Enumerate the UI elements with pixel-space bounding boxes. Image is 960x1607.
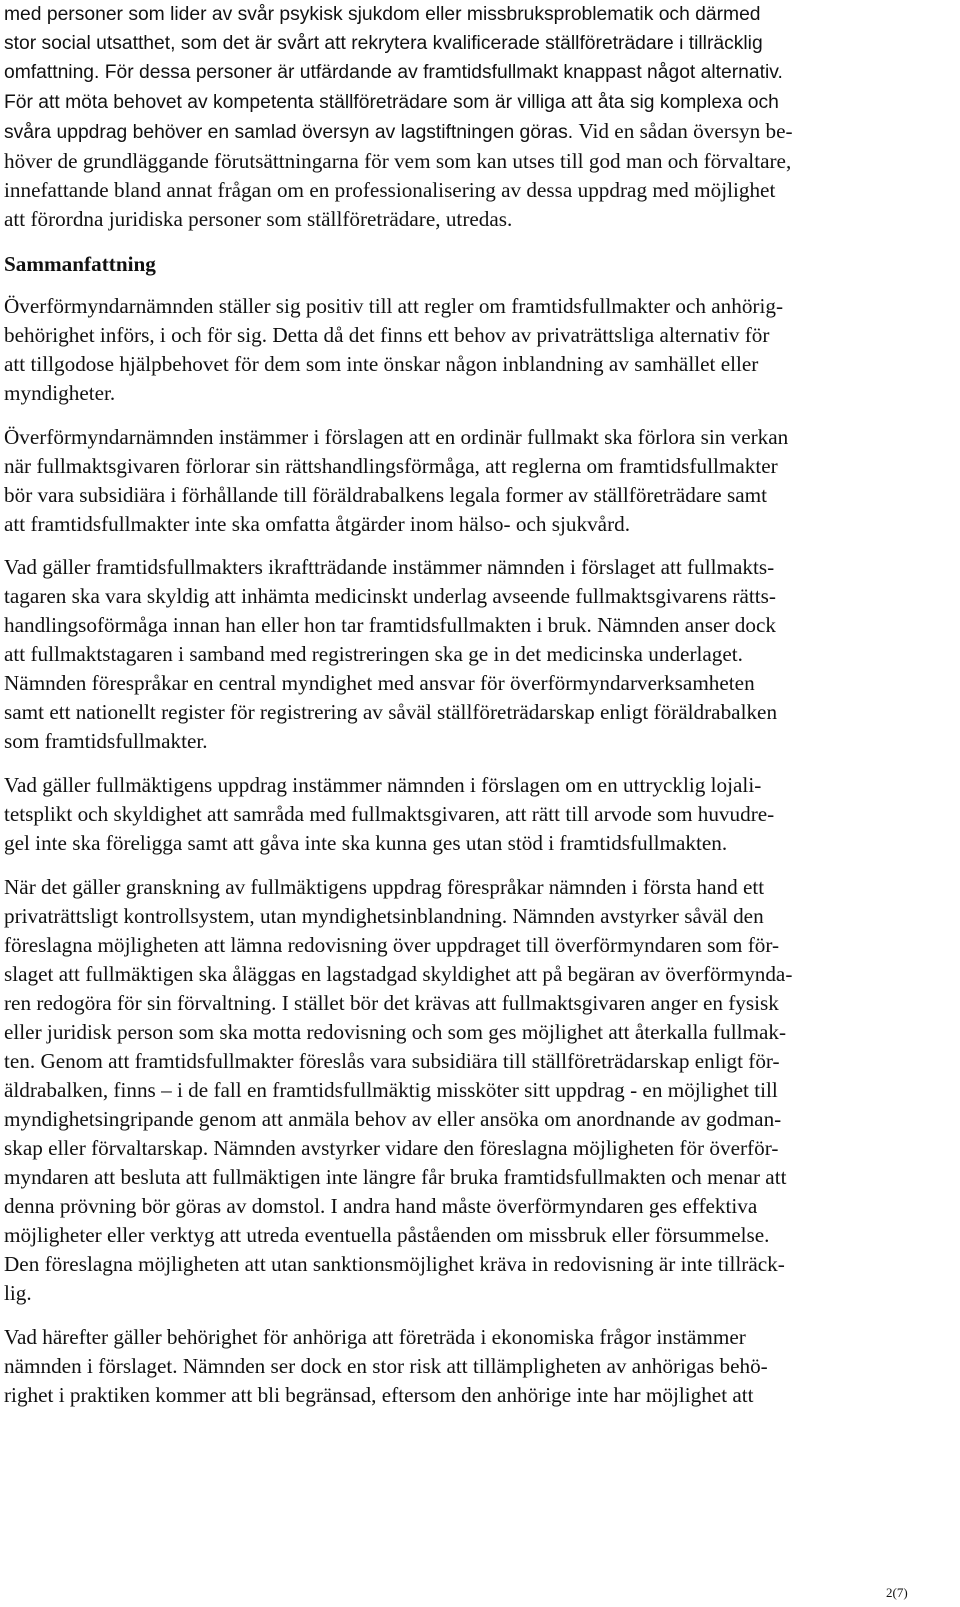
text-segment: omfattning. För dessa personer är utfärdande av framtidsfullmakt knappast något alternativ. — [4, 62, 783, 83]
text-line — [4, 771, 761, 800]
text-segment: slaget att fullmäktigen ska åläggas en lagstadgad skyldighet att på begäran av överförmynda- — [4, 962, 793, 986]
text-line — [4, 1163, 786, 1192]
text-line — [4, 176, 775, 205]
text-line — [4, 1047, 780, 1076]
text-segment: Vid en sådan översyn be- — [578, 119, 793, 143]
text-segment: behörighet införs, i och för sig. Detta då det finns ett behov av privaträttsliga alternativ för — [4, 323, 770, 347]
text-segment: att tillgodose hjälpbehovet för dem som inte önskar någon inblandning av samhället eller — [4, 352, 759, 376]
text-line — [4, 117, 793, 147]
text-segment: tagaren ska vara skyldig att inhämta medicinskt underlag avseende fullmaktsgivarens rätts- — [4, 584, 776, 608]
text-line — [4, 727, 208, 756]
text-segment: samt ett nationellt register för registrering av såväl ställföreträdarskap enligt föräldrabalken — [4, 700, 778, 724]
text-segment: gel inte ska föreligga samt att gåva inte ska kunna ges utan stöd i framtidsfullmakten. — [4, 831, 728, 855]
text-line — [4, 1105, 781, 1134]
text-segment: eller juridisk person som ska motta redovisning och som ges möjlighet att återkalla fullmak- — [4, 1020, 787, 1044]
text-segment: myndigheter. — [4, 381, 116, 405]
text-segment: att framtidsfullmakter inte ska omfatta åtgärder inom hälso- och sjukvård. — [4, 512, 631, 536]
text-segment: bör vara subsidiära i förhållande till föräldrabalkens legala former av ställföreträdare samt — [4, 483, 768, 507]
text-segment: ten. Genom att framtidsfullmakter föreslås vara subsidiära till ställföreträdarskap enligt för- — [4, 1049, 780, 1073]
text-segment: Vad härefter gäller behörighet för anhöriga att företräda i ekonomiska frågor instämmer — [4, 1325, 746, 1349]
text-line — [4, 611, 776, 640]
text-line — [4, 58, 783, 87]
text-segment: föreslagna möjligheten att lämna redovisning över uppdraget till överförmyndaren som för- — [4, 933, 780, 957]
text-line — [4, 1381, 754, 1410]
text-line — [4, 582, 776, 611]
text-line — [4, 1352, 768, 1381]
text-segment: möjligheter eller verktyg att utreda eventuella påståenden om missbruk eller försummelse. — [4, 1223, 770, 1247]
text-segment: Den föreslagna möjligheten att utan sanktionsmöjlighet kräva in redovisning är inte tillräck- — [4, 1252, 785, 1276]
text-segment: som framtidsfullmakter. — [4, 729, 208, 753]
text-line — [4, 829, 727, 858]
text-line — [4, 1250, 785, 1279]
text-segment: privaträttsligt kontrollsystem, utan myndighetsinblandning. Nämnden avstyrker såväl den — [4, 904, 764, 928]
text-line — [4, 989, 779, 1018]
text-segment: att fullmaktstagaren i samband med registreringen ska ge in det medicinska underlaget. — [4, 642, 743, 666]
text-segment: tetsplikt och skyldighet att samråda med fullmaktsgivaren, att rätt till arvode som huvudre- — [4, 802, 775, 826]
text-line — [4, 931, 779, 960]
text-line — [4, 698, 777, 727]
text-segment: att förordna juridiska personer som ställföreträdare, utredas. — [4, 207, 513, 231]
text-segment: stor social utsatthet, som det är svårt att rekrytera kvalificerade ställföreträdare i tillräcklig — [4, 33, 763, 54]
text-line — [4, 800, 774, 829]
text-segment: ren redogöra för sin förvaltning. I stället bör det krävas att fullmaktsgivaren anger en fysisk — [4, 991, 779, 1015]
text-line — [4, 423, 788, 452]
text-segment: höver de grundläggande förutsättningarna för vem som kan utses till god man och förvaltare, — [4, 149, 792, 173]
text-line — [4, 379, 115, 408]
text-line — [4, 350, 758, 379]
text-segment: Överförmyndarnämnden instämmer i förslagen att en ordinär fullmakt ska förlora sin verkan — [4, 425, 789, 449]
text-segment: righet i praktiken kommer att bli begränsad, eftersom den anhörige inte har möjlighet att — [4, 1383, 754, 1407]
text-line — [4, 29, 763, 58]
text-line — [4, 669, 755, 698]
text-line — [4, 1323, 746, 1352]
text-line — [4, 452, 778, 481]
text-segment: med personer som lider av svår psykisk sjukdom eller missbruksproblematik och därmed — [4, 4, 761, 25]
text-line — [4, 1192, 757, 1221]
text-line — [4, 292, 783, 321]
text-line — [4, 147, 791, 176]
text-line — [4, 640, 743, 669]
text-line — [4, 873, 764, 902]
text-line — [4, 1279, 32, 1308]
text-segment: Sammanfattning — [4, 252, 156, 276]
text-segment: handlingsoförmåga innan han eller hon tar framtidsfullmakten i bruk. Nämnden anser dock — [4, 613, 776, 637]
text-line — [4, 1134, 778, 1163]
text-segment: lig. — [4, 1281, 32, 1305]
text-line — [4, 1018, 786, 1047]
text-line — [4, 1221, 769, 1250]
text-segment: Vad gäller fullmäktigens uppdrag instämmer nämnden i förslagen om en uttrycklig lojali- — [4, 773, 762, 797]
text-segment: myndaren att besluta att fullmäktigen inte längre får bruka framtidsfullmakten och menar att — [4, 1165, 787, 1189]
text-segment: myndighetsingripande genom att anmäla behov av eller ansöka om anordnande av godman- — [4, 1107, 782, 1131]
text-segment: när fullmaktsgivaren förlorar sin rättshandlingsförmåga, att reglerna om framtidsfullmakter — [4, 454, 778, 478]
text-segment: nämnden i förslaget. Nämnden ser dock en stor risk att tillämpligheten av anhörigas behö- — [4, 1354, 768, 1378]
text-line — [4, 0, 761, 29]
text-line — [4, 205, 512, 234]
text-line — [4, 481, 767, 510]
text-line — [4, 510, 630, 539]
text-line — [4, 88, 779, 117]
text-line — [4, 321, 769, 350]
text-segment: Vad gäller framtidsfullmakters ikraftträdande instämmer nämnden i förslaget att fullmakts- — [4, 555, 775, 579]
text-line — [4, 1076, 778, 1105]
text-segment: När det gäller granskning av fullmäktigens uppdrag förespråkar nämnden i första hand ett — [4, 875, 765, 899]
text-line — [4, 960, 792, 989]
text-segment: denna prövning bör göras av domstol. I andra hand måste överförmyndaren ges effektiva — [4, 1194, 758, 1218]
text-segment: skap eller förvaltarskap. Nämnden avstyrker vidare den föreslagna möjligheten för överför- — [4, 1136, 779, 1160]
text-line — [4, 902, 764, 931]
text-segment: svåra uppdrag behöver en samlad översyn av lagstiftningen göras. — [4, 122, 579, 143]
text-line — [4, 553, 774, 582]
page-number: 2(7) — [886, 1585, 908, 1600]
text-segment: äldrabalken, finns – i de fall en framtidsfullmäktig missköter sitt uppdrag - en möjlighet till — [4, 1078, 778, 1102]
section-heading — [4, 250, 156, 279]
text-segment: Överförmyndarnämnden ställer sig positiv till att regler om framtidsfullmakter och anhörig- — [4, 294, 784, 318]
text-segment: Nämnden förespråkar en central myndighet med ansvar för överförmyndarverksamheten — [4, 671, 755, 695]
text-segment: För att möta behovet av kompetenta ställföreträdare som är villiga att åta sig komplexa och — [4, 92, 779, 113]
text-segment: innefattande bland annat frågan om en professionalisering av dessa uppdrag med möjlighet — [4, 178, 776, 202]
